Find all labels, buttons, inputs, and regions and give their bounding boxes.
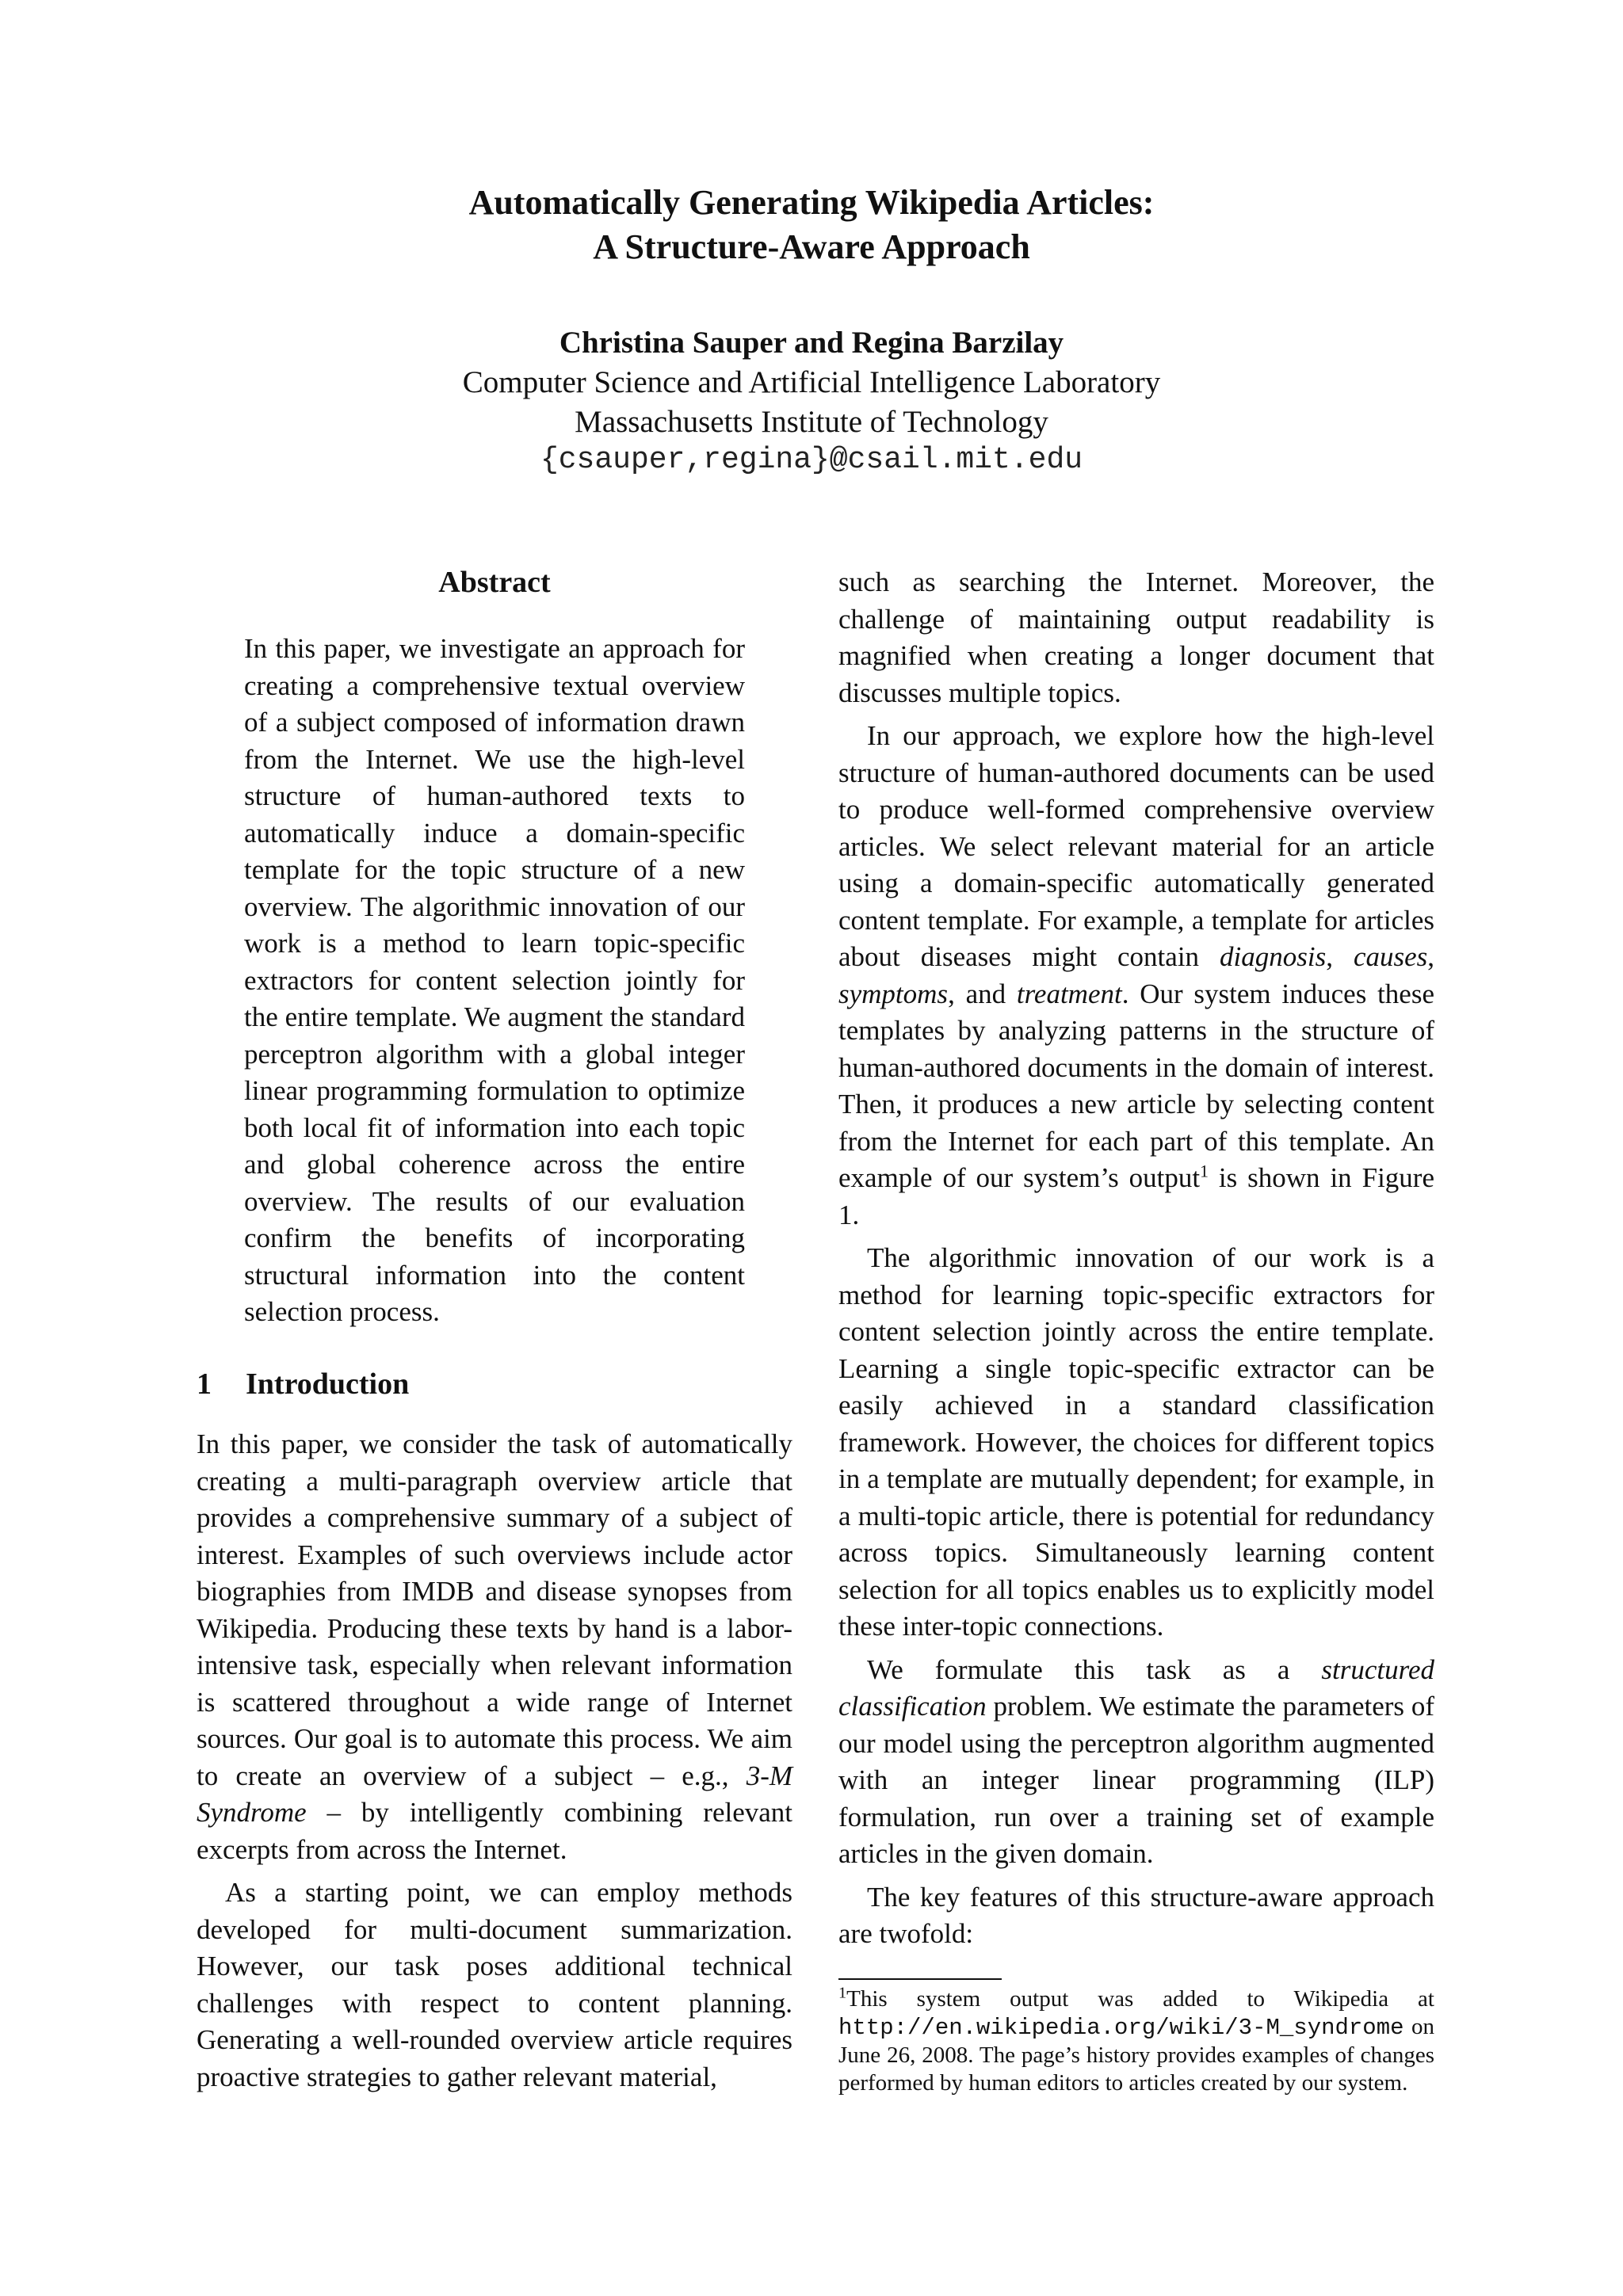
intro-paragraph-2: As a starting point, we can employ methods developed for multi-document summarization. However, our task poses additional technical challenges with respect to content planning. Generating a well-rounded overview article requires proactive strategies to gather relevant material,: [197, 1877, 792, 2092]
sep: , and: [948, 978, 1017, 1009]
paper-title: [0, 181, 1623, 269]
footnote-text-2: on June 26, 2008. The page’s history provides examples of changes performed by human editors to articles created by our system.: [838, 2014, 1434, 2096]
right-paragraph-formulation: [838, 1652, 1434, 1873]
section-title: Introduction: [246, 1367, 410, 1401]
right-column-body: [838, 564, 1434, 1953]
sep: ,: [1326, 941, 1354, 972]
affiliation-line-1: Computer Science and Artificial Intelligence Laboratory: [462, 365, 1161, 399]
intro-p1-text: In this paper, we consider the task of automatically creating a multi-paragraph overview article that provides a comprehensive summary of a subject of interest. Examples of such overviews include actor biographies from IMDB and disease synopses from Wikipedia. Producing these texts by hand is a labor-intensive task, especially when relevant information is scattered throughout a wide range of Internet sources. Our goal is to automate this process. We aim to create an overview of a subject – e.g.,: [197, 1428, 792, 1791]
abstract-text: In this paper, we investigate an approach for creating a comprehensive textual overview of a subject composed of information drawn from the Internet. We use the high-level structure of human-authored texts to automatically induce a domain-specific template for the topic structure of a new overview. The algorithmic innovation of our work is a method to learn topic-specific extractors for content selection jointly for the entire template. We augment the standard perceptron algorithm with a global integer linear programming formulation to optimize both local fit of information into each topic and global coherence across the entire overview. The results of our evaluation confirm the benefits of incorporating structural information into the content selection process.: [244, 633, 745, 1327]
term-diagnosis: diagnosis: [1220, 941, 1327, 972]
affiliation-line-2: Massachusetts Institute of Technology: [575, 405, 1048, 439]
right-paragraph-features: The key features of this structure-aware approach are twofold:: [838, 1881, 1434, 1949]
author-names: Christina Sauper and Regina Barzilay: [559, 326, 1064, 360]
section-heading-introduction: [197, 1364, 409, 1404]
title-line-1: Automatically Generating Wikipedia Articles:: [468, 183, 1155, 222]
footnote-rule: [838, 1978, 1002, 1980]
approach-text: In our approach, we explore how the high-level structure of human-authored documents can be used to produce well-formed comprehensive overview articles. We select relevant material for an article using a domain-specific automatically generated content template. For example, a template for articles about diseases might contain: [838, 720, 1434, 972]
abstract-heading: Abstract: [438, 566, 551, 599]
term-treatment: treatment: [1016, 978, 1122, 1009]
intro-p1-text-end: – by intelligently combining relevant excerpts from across the Internet.: [197, 1797, 792, 1865]
author-email: {csauper,regina}@csail.mit.edu: [540, 443, 1083, 477]
footnote-marker[interactable]: 1: [1200, 1161, 1209, 1181]
term-structured-classification: structured classification: [838, 1653, 1434, 1722]
introduction-body: [197, 1426, 792, 2096]
section-number: 1: [197, 1367, 212, 1401]
approach-text-3: is shown in Figure 1.: [838, 1162, 1434, 1230]
formulation-text: We formulate this task as a: [867, 1653, 1322, 1685]
term-symptoms: symptoms: [838, 978, 949, 1009]
affiliation: [0, 363, 1623, 442]
approach-text-2: . Our system induces these templates by analyzing patterns in the structure of human-authored documents in the domain of interest. Then, it produces a new article by selecting content from the Internet for each part of this template. An example of our system’s output: [838, 978, 1434, 1193]
footnote-text: This system output was added to Wikipedia at: [846, 1986, 1434, 2012]
right-paragraph-approach: [838, 718, 1434, 1234]
formulation-text-2: problem. We estimate the parameters of our model using the perceptron algorithm augmented with an integer linear programming (ILP) formulation, run over a training set of example articles in the given domain.: [838, 1691, 1434, 1869]
footnote-url-link[interactable]: http://en.wikipedia.org/wiki/3-M_syndrome: [838, 2015, 1404, 2041]
right-paragraph-continued: such as searching the Internet. Moreover, the challenge of maintaining output readability is magnified when creating a longer document that discusses multiple topics.: [838, 566, 1434, 708]
intro-paragraph-1: [197, 1426, 792, 1868]
right-paragraph-innovation: The algorithmic innovation of our work is a method for learning topic-specific extractors for content selection jointly across the entire template. Learning a single topic-specific extractor can be easily achieved in a standard classification framework. However, the choices for different topics in a template are mutually dependent; for example, in a multi-topic article, there is potential for redundancy across topics. Simultaneously learning content selection for all topics enables us to explicitly model these inter-topic connections.: [838, 1242, 1434, 1642]
intro-p1-italic: 3-M Syndrome: [197, 1760, 792, 1828]
footnote: [838, 1985, 1434, 2097]
term-causes: causes: [1353, 941, 1428, 972]
footnote-number: 1: [838, 1984, 847, 2002]
sep: ,: [1427, 941, 1434, 972]
title-line-2: A Structure-Aware Approach: [593, 227, 1030, 266]
